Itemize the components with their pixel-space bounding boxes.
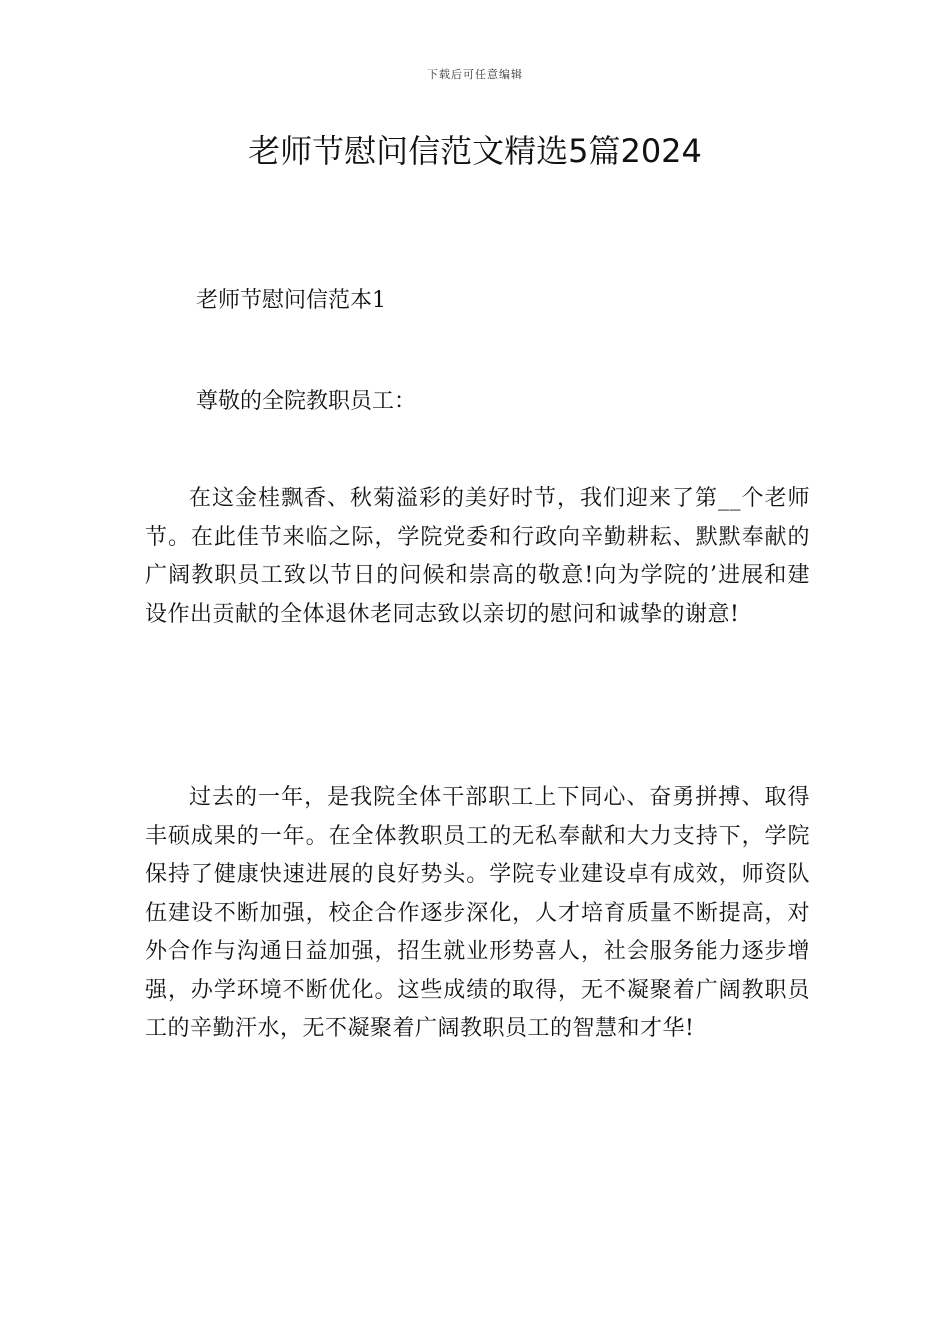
salutation: 尊敬的全院教职员工： — [196, 389, 417, 414]
body-paragraph: 过去的一年，是我院全体干部职工上下同心、奋勇拼搏、取得丰硕成果的一年。在全体教职员工的无私奉献和大力支持下，学院保持了健康快速进展的良好势头。学院专业建设卓有成效，师资队伍建设不断加强，校企合作逐步深化，人才培育质量不断提高，对外合作与沟通日益加强，招生就业形势喜人，社会服务能力逐步增强，办学环境不断优化。这些成绩的取得，无不凝聚着广阔教职员工的辛勤汗水，无不凝聚着广阔教职员工的智慧和才华! — [145, 785, 810, 1041]
header-note: 下载后可任意编辑 — [427, 68, 523, 81]
section-heading: 老师节慰问信范本1 — [196, 288, 386, 313]
body-paragraph: 在这金桂飘香、秋菊溢彩的美好时节，我们迎来了第__个老师节。在此佳节来临之际，学院党委和行政向辛勤耕耘、默默奉献的广阔教职员工致以节日的问候和崇高的敬意!向为学院的’进展和建设作出贡献的全体退休老同志致以亲切的慰问和诚挚的谢意! — [145, 486, 810, 627]
document-title: 老师节慰问信范文精选5篇2024 — [248, 132, 702, 170]
